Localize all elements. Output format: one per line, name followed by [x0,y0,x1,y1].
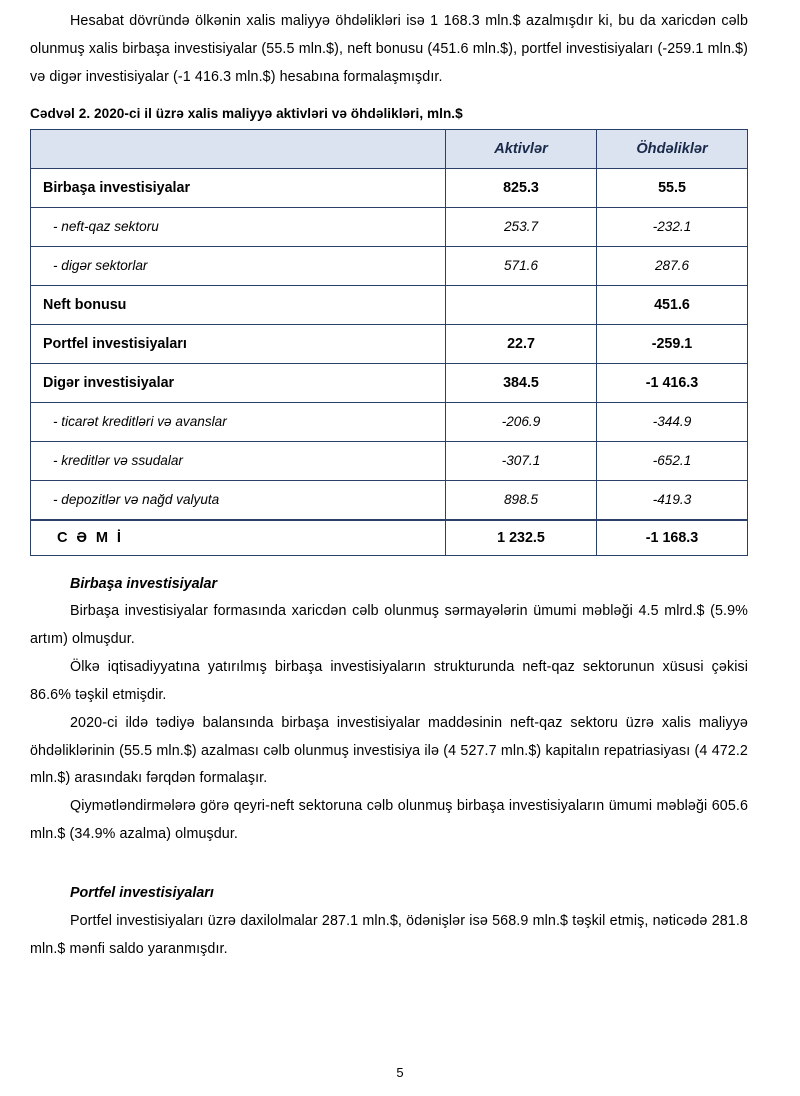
table-row [31,246,748,285]
table-row [31,285,748,324]
total-value-aktivler: 1 232.5 [446,520,597,556]
row-value-aktivler: 22.7 [446,324,597,363]
row-value-aktivler: 571.6 [446,246,597,285]
table-row [31,207,748,246]
row-label: Portfel investisiyaları [31,324,446,363]
row-label: - digər sektorlar [31,246,446,285]
section-heading-birbasa: Birbaşa investisiyalar [70,575,218,592]
table-header-ohdelikler: Öhdəliklər [597,129,748,168]
total-value-ohdelikler: -1 168.3 [597,520,748,556]
row-value-ohdelikler: -419.3 [597,480,748,520]
row-value-ohdelikler: -232.1 [597,207,748,246]
row-label: Birbaşa investisiyalar [31,168,446,207]
section-1-paragraph-3: 2020-ci ildə tədiyə balansında birbaşa investisiyalar maddəsinin neft-qaz sektoru üzrə xalis maliyyə öhdəliklərinin (55.5 mln.$) azalması cəlb olunmuş investisiya ilə (4 527.7 mln.$) kapitalın repatriasiyası (4 472.2 mln.$) arasındakı fərqdən formalaşır. [30,714,748,787]
page-number: 5 [396,1065,404,1080]
spacer [30,849,748,879]
row-value-ohdelikler: -259.1 [597,324,748,363]
row-value-aktivler: 825.3 [446,168,597,207]
section-heading-portfel: Portfel investisiyaları [70,885,214,902]
row-label: - neft-qaz sektoru [31,207,446,246]
table-header-aktivler: Aktivlər [446,129,597,168]
table-row [31,363,748,402]
row-value-aktivler: 384.5 [446,363,597,402]
table-row [31,324,748,363]
row-value-ohdelikler: 451.6 [597,285,748,324]
total-label: C Ə M İ [31,520,446,556]
row-value-aktivler: -206.9 [446,402,597,441]
table-row [31,480,748,520]
row-value-ohdelikler: -1 416.3 [597,363,748,402]
table-row [31,168,748,207]
financial-table [30,129,748,556]
section-1-paragraph-1: Birbaşa investisiyalar formasında xaricdən cəlb olunmuş sərmayələrin ümumi məbləği 4.5 mlrd.$ (5.9% artım) olmuşdur. [30,603,748,648]
row-value-aktivler: -307.1 [446,441,597,480]
row-label: - ticarət kreditləri və avanslar [31,402,446,441]
row-value-aktivler: 253.7 [446,207,597,246]
table-header-row [31,129,748,168]
section-2-paragraph-1: Portfel investisiyaları üzrə daxilolmalar 287.1 mln.$, ödənişlər isə 568.9 mln.$ təşkil etmiş, nəticədə 281.8 mln.$ mənfi saldo yaranmışdır. [30,912,748,957]
section-1-paragraph-2: Ölkə iqtisadiyyatına yatırılmış birbaşa investisiyaların strukturunda neft-qaz sektorunun xüsusi çəkisi 86.6% təşkil etmişdir. [30,658,748,703]
row-value-aktivler: 898.5 [446,480,597,520]
spacer [30,92,748,106]
row-value-ohdelikler: 55.5 [597,168,748,207]
row-value-ohdelikler: -344.9 [597,402,748,441]
row-label: Digər investisiyalar [31,363,446,402]
table-caption: Cədvəl 2. 2020-ci il üzrə xalis maliyyə aktivləri və öhdəlikləri, mln.$ [30,105,463,121]
table-row [31,441,748,480]
row-label: - kreditlər və ssudalar [31,441,446,480]
row-label: Neft bonusu [31,285,446,324]
row-value-ohdelikler: -652.1 [597,441,748,480]
table-total-row [31,520,748,556]
table-header-empty [31,129,446,168]
row-value-aktivler [446,285,597,324]
table-row [31,402,748,441]
row-label: - depozitlər və nağd valyuta [31,480,446,520]
section-1-paragraph-4: Qiymətləndirmələrə görə qeyri-neft sektoruna cəlb olunmuş birbaşa investisiyaların ümumi məbləği 605.6 mln.$ (34.9% azalma) olmuşdur. [30,798,748,843]
row-value-ohdelikler: 287.6 [597,246,748,285]
intro-paragraph: Hesabat dövründə ölkənin xalis maliyyə öhdəlikləri isə 1 168.3 mln.$ azalmışdır ki, bu da xaricdən cəlb olunmuş xalis birbaşa investisiyalar (55.5 mln.$), neft bonusu (451.6 mln.$), portfel investisiyaları (-259.1 mln.$) və digər investisiyalar (-1 416.3 mln.$) hesabına formalaşmışdır. [30,13,748,85]
